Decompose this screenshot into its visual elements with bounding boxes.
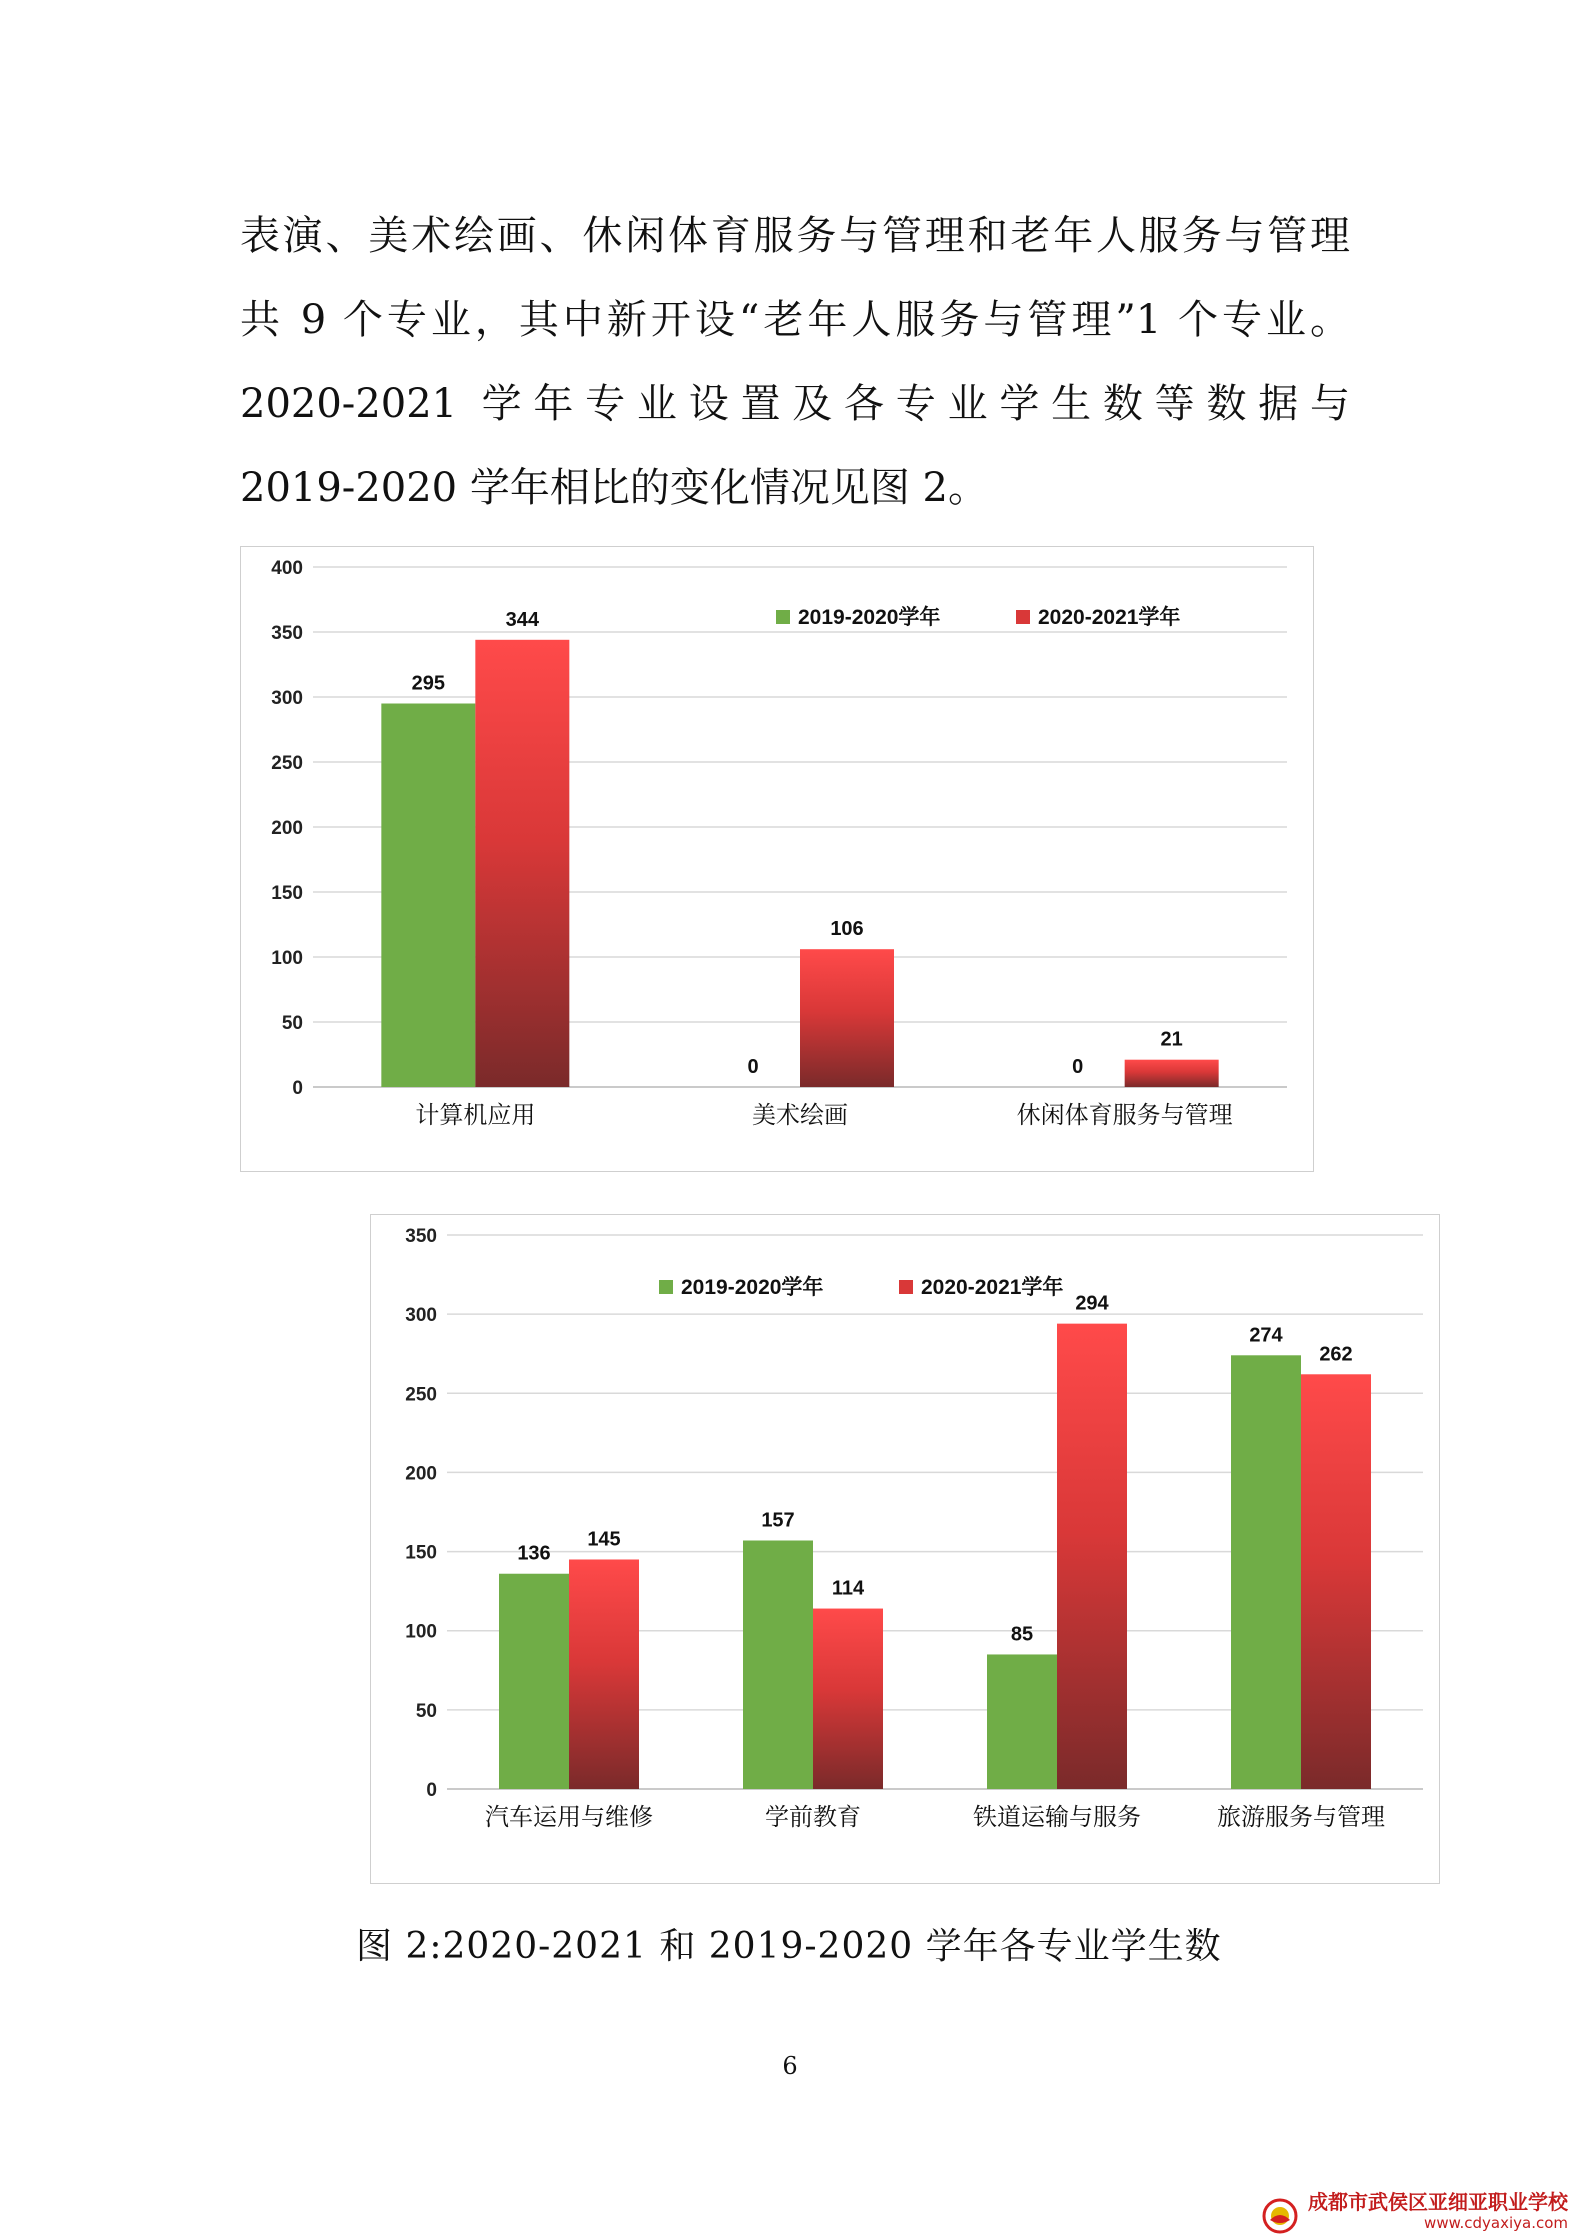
data-label: 294 xyxy=(1075,1292,1109,1315)
data-label: 295 xyxy=(411,672,446,695)
y-tick-label: 400 xyxy=(271,558,303,579)
y-tick-label: 350 xyxy=(271,623,303,644)
y-tick-label: 50 xyxy=(281,1013,303,1034)
data-label: 344 xyxy=(505,608,540,631)
bar xyxy=(987,1654,1057,1789)
chart-1-frame xyxy=(240,546,1314,1172)
data-label: 157 xyxy=(761,1509,795,1532)
paragraph-line: 表演、美术绘画、休闲体育服务与管理和老年人服务与管理 xyxy=(240,213,1350,259)
data-label: 114 xyxy=(831,1577,865,1600)
legend-label: 2019-2020学年 xyxy=(681,1276,824,1299)
data-label: 85 xyxy=(1010,1623,1034,1646)
bar xyxy=(743,1540,813,1789)
data-label: 0 xyxy=(747,1056,759,1078)
paragraph-line: 2019-2020 学年相比的变化情况见图 2。 xyxy=(240,465,988,511)
y-tick-label: 150 xyxy=(405,1542,437,1564)
intro-paragraph xyxy=(240,194,1350,530)
school-logo-icon xyxy=(1262,2198,1298,2234)
y-tick-label: 0 xyxy=(426,1780,437,1801)
y-tick-label: 50 xyxy=(415,1700,437,1722)
bar xyxy=(1125,1060,1219,1087)
y-tick-label: 0 xyxy=(292,1078,303,1099)
x-tick-label: 铁道运输与服务 xyxy=(973,1804,1141,1831)
bar xyxy=(1231,1355,1301,1789)
bar xyxy=(499,1574,569,1789)
y-tick-label: 100 xyxy=(405,1621,437,1643)
data-label: 145 xyxy=(587,1528,621,1551)
x-tick-label: 旅游服务与管理 xyxy=(1217,1804,1385,1831)
y-tick-label: 100 xyxy=(271,948,303,969)
footer xyxy=(1308,2190,1568,2232)
x-tick-label: 学前教育 xyxy=(765,1804,861,1831)
school-name: 成都市武侯区亚细亚职业学校 xyxy=(1308,2190,1568,2214)
legend-swatch xyxy=(1016,610,1030,624)
bar xyxy=(475,640,569,1087)
bar xyxy=(1301,1374,1371,1789)
y-tick-label: 200 xyxy=(405,1463,437,1485)
legend-swatch xyxy=(776,610,790,624)
x-tick-label: 汽车运用与维修 xyxy=(485,1804,653,1831)
y-tick-label: 200 xyxy=(271,818,303,839)
x-tick-label: 美术绘画 xyxy=(752,1102,848,1129)
y-tick-label: 250 xyxy=(271,753,303,774)
y-tick-label: 250 xyxy=(405,1384,437,1406)
legend-label: 2019-2020学年 xyxy=(798,606,941,629)
chart-2 xyxy=(371,1215,1439,1883)
data-label: 0 xyxy=(1072,1056,1084,1078)
bar xyxy=(800,949,894,1087)
bar xyxy=(569,1559,639,1789)
data-label: 106 xyxy=(830,918,864,941)
bar xyxy=(381,704,475,1088)
paragraph-line: 共 9 个专业，其中新开设“老年人服务与管理”1 个专业。 xyxy=(240,297,1350,343)
figure-caption: 图 2:2020-2021 和 2019-2020 学年各专业学生数 xyxy=(356,1926,1222,1967)
bar xyxy=(1057,1324,1127,1789)
data-label: 136 xyxy=(517,1542,551,1565)
school-url: www.cdyaxiya.com xyxy=(1424,2214,1568,2232)
legend-label: 2020-2021学年 xyxy=(921,1276,1064,1299)
y-tick-label: 350 xyxy=(405,1226,437,1247)
chart-2-frame xyxy=(370,1214,1440,1884)
data-label: 274 xyxy=(1249,1324,1283,1347)
legend-swatch xyxy=(899,1280,913,1294)
data-label: 262 xyxy=(1319,1343,1353,1366)
y-tick-label: 300 xyxy=(405,1305,437,1327)
bar xyxy=(813,1609,883,1789)
legend-label: 2020-2021学年 xyxy=(1038,606,1181,629)
paragraph-line: 2020-2021 学年专业设置及各专业学生数等数据与 xyxy=(240,381,1350,427)
legend-swatch xyxy=(659,1280,673,1294)
x-tick-label: 休闲体育服务与管理 xyxy=(1016,1102,1233,1129)
page-number: 6 xyxy=(782,2052,798,2080)
data-label: 21 xyxy=(1160,1028,1183,1051)
chart-1 xyxy=(241,547,1313,1171)
y-tick-label: 150 xyxy=(271,883,303,904)
x-tick-label: 计算机应用 xyxy=(415,1102,536,1129)
y-tick-label: 300 xyxy=(271,688,303,709)
